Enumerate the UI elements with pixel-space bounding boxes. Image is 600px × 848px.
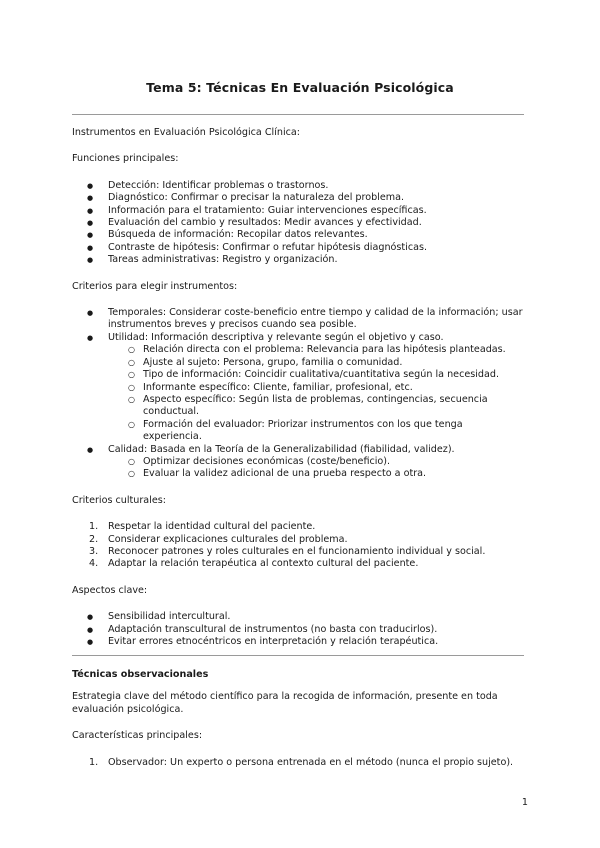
sublist-item: ○ Ajuste al sujeto: Persona, grupo, familia o comunidad. (72, 357, 524, 369)
list-item: Respetar la identidad cultural del paciente. (108, 521, 316, 533)
section-heading: Técnicas observacionales (72, 669, 209, 680)
funciones-heading: Funciones principales: (72, 153, 179, 165)
list-item-calidad (72, 444, 524, 481)
list-item: ● Detección: Identificar problemas o trastornos. (72, 180, 524, 192)
sublist-item: ○ Aspecto específico: Según lista de problemas, contingencias, secuencia conductual. (72, 394, 524, 419)
list-item: Reconocer patrones y roles culturales en el funcionamiento individual y social. (108, 545, 486, 557)
utilidad-sublist (108, 344, 524, 443)
sublist-item: ○ Relación directa con el problema: Relevancia para las hipótesis planteadas. (72, 344, 524, 356)
observacionales-section (72, 669, 524, 783)
sublist-item: ○ Informante específico: Cliente, familiar, profesional, etc. (72, 382, 524, 394)
calidad-sublist (108, 456, 524, 481)
list-item-utilidad (72, 332, 524, 444)
section-intro: Estrategia clave del método científico para la recogida de información, presente en toda evaluación psicológica. (72, 691, 498, 715)
document-body (72, 127, 524, 662)
culturales-heading: Criterios culturales: (72, 494, 166, 506)
list-item-label: Calidad: Basada en la Teoría de la Generalizabilidad (fiabilidad, validez). (108, 443, 455, 455)
funciones-list (72, 180, 524, 267)
page-number: 1 (521, 797, 528, 808)
list-item: ● Contraste de hipótesis: Confirmar o refutar hipótesis diagnósticas. (72, 242, 524, 254)
list-item: ● Información para el tratamiento: Guiar intervenciones específicas. (72, 205, 524, 217)
list-item: ● Sensibilidad intercultural. (72, 611, 524, 623)
list-item: Adaptar la relación terapéutica al contexto cultural del paciente. (108, 558, 419, 570)
sublist-item: ○ Evaluar la validez adicional de una prueba respecto a otra. (72, 468, 524, 480)
list-item: ● Evaluación del cambio y resultados: Medir avances y efectividad. (72, 217, 524, 229)
criterios-heading: Criterios para elegir instrumentos: (72, 280, 238, 292)
page-title: Tema 5: Técnicas En Evaluación Psicológica (146, 80, 454, 95)
list-item: ● Tareas administrativas: Registro y organización. (72, 254, 524, 266)
criterios-list (72, 307, 524, 481)
aspectos-list (72, 611, 524, 648)
list-item: Considerar explicaciones culturales del problema. (108, 533, 348, 545)
list-item: ● Adaptación transcultural de instrumentos (no basta con traducirlos). (72, 624, 524, 636)
section-divider (72, 655, 524, 656)
list-item: ● Búsqueda de información: Recopilar datos relevantes. (72, 229, 524, 241)
sublist-item: ○ Tipo de información: Coincidir cualitativa/cuantitativa según la necesidad. (72, 369, 524, 381)
sublist-item: ○ Optimizar decisiones económicas (coste/beneficio). (72, 456, 524, 468)
list-item: ● Diagnóstico: Confirmar o precisar la naturaleza del problema. (72, 192, 524, 204)
caracteristicas-heading: Características principales: (72, 730, 203, 742)
aspectos-heading: Aspectos clave: (72, 584, 148, 596)
list-item-label: Utilidad: Información descriptiva y relevante según el objetivo y caso. (108, 331, 444, 343)
sublist-item: ○ Formación del evaluador: Priorizar instrumentos con los que tenga experiencia. (72, 419, 524, 444)
caracteristicas-list (72, 757, 524, 769)
list-item: ● Temporales: Considerar coste-beneficio entre tiempo y calidad de la información; usar instrumentos breves y precisos cuando sea posible. (72, 307, 524, 332)
intro-text: Instrumentos en Evaluación Psicológica Clínica: (72, 127, 300, 138)
culturales-list (72, 521, 524, 571)
title-divider (72, 114, 524, 115)
list-item: Observador: Un experto o persona entrenada en el método (nunca el propio sujeto). (108, 756, 514, 768)
list-item: ● Evitar errores etnocéntricos en interpretación y relación terapéutica. (72, 636, 524, 648)
